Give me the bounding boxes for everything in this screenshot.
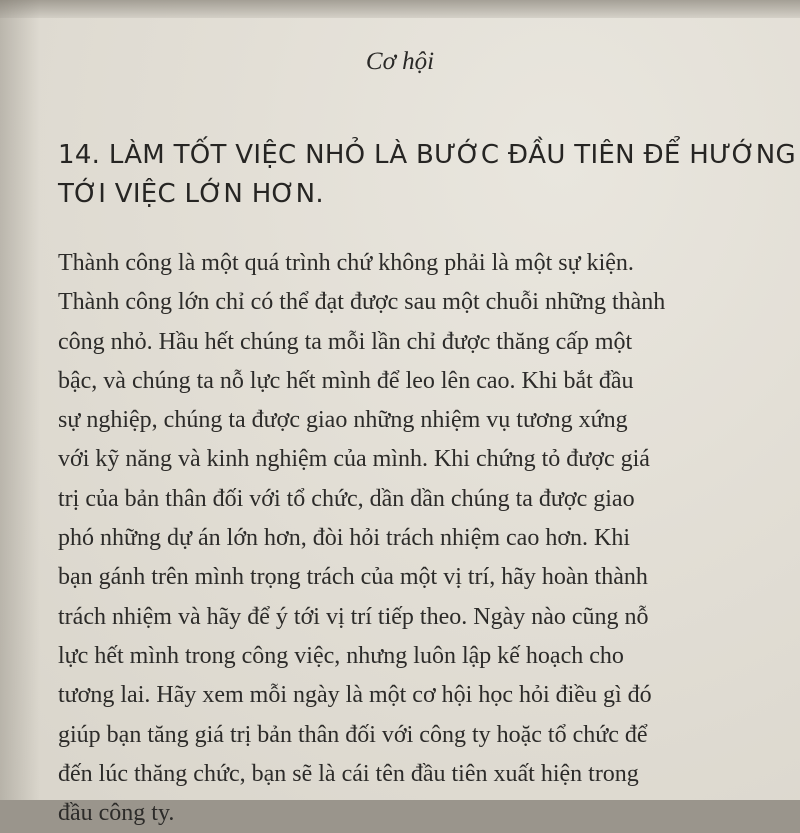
page-shadow [0, 0, 40, 800]
paragraph-line: tương lai. Hãy xem mỗi ngày là một cơ hội học hỏi điều gì đó [58, 682, 652, 709]
paragraph-line: giúp bạn tăng giá trị bản thân đối với công ty hoặc tổ chức để [58, 721, 648, 748]
paragraph-line: với kỹ năng và kinh nghiệm của mình. Khi chứng tỏ được giá [58, 446, 650, 473]
page-top-edge [0, 0, 800, 18]
chapter-title-line: TỚI VIỆC LỚN HƠN. [58, 179, 324, 210]
chapter-title-line: 14. LÀM TỐT VIỆC NHỎ LÀ BƯỚC ĐẦU TIÊN ĐỂ HƯỚNG [58, 140, 796, 170]
chapter-title [58, 136, 796, 215]
paragraph-line: Thành công là một quá trình chứ không phải là một sự kiện. [58, 250, 634, 276]
paragraph-line: bậc, và chúng ta nỗ lực hết mình để leo lên cao. Khi bắt đầu [58, 367, 634, 394]
paragraph-line: Thành công lớn chỉ có thể đạt được sau một chuỗi những thành [58, 289, 666, 316]
paragraph-line: trách nhiệm và hãy để ý tới vị trí tiếp theo. Ngày nào cũng nỗ [58, 603, 649, 630]
paragraph-line: lực hết mình trong công việc, nhưng luôn lập kế hoạch cho [58, 642, 624, 669]
running-head: Cơ hội [365, 48, 435, 75]
paragraph-line-cut-off: đầu công ty. [58, 800, 175, 827]
paragraph-line: sự nghiệp, chúng ta được giao những nhiệm vụ tương xứng [58, 407, 628, 434]
paragraph-line: đến lúc thăng chức, bạn sẽ là cái tên đầu tiên xuất hiện trong [58, 760, 639, 787]
paragraph-line: phó những dự án lớn hơn, đòi hỏi trách nhiệm cao hơn. Khi [58, 525, 631, 552]
paragraph-line: công nhỏ. Hầu hết chúng ta mỗi lần chỉ được thăng cấp một [58, 328, 633, 355]
paragraph-line: bạn gánh trên mình trọng trách của một vị trí, hãy hoàn thành [58, 564, 648, 591]
body-paragraph [58, 244, 798, 827]
paragraph-line: trị của bản thân đối với tổ chức, dần dần chúng ta được giao [58, 485, 635, 512]
